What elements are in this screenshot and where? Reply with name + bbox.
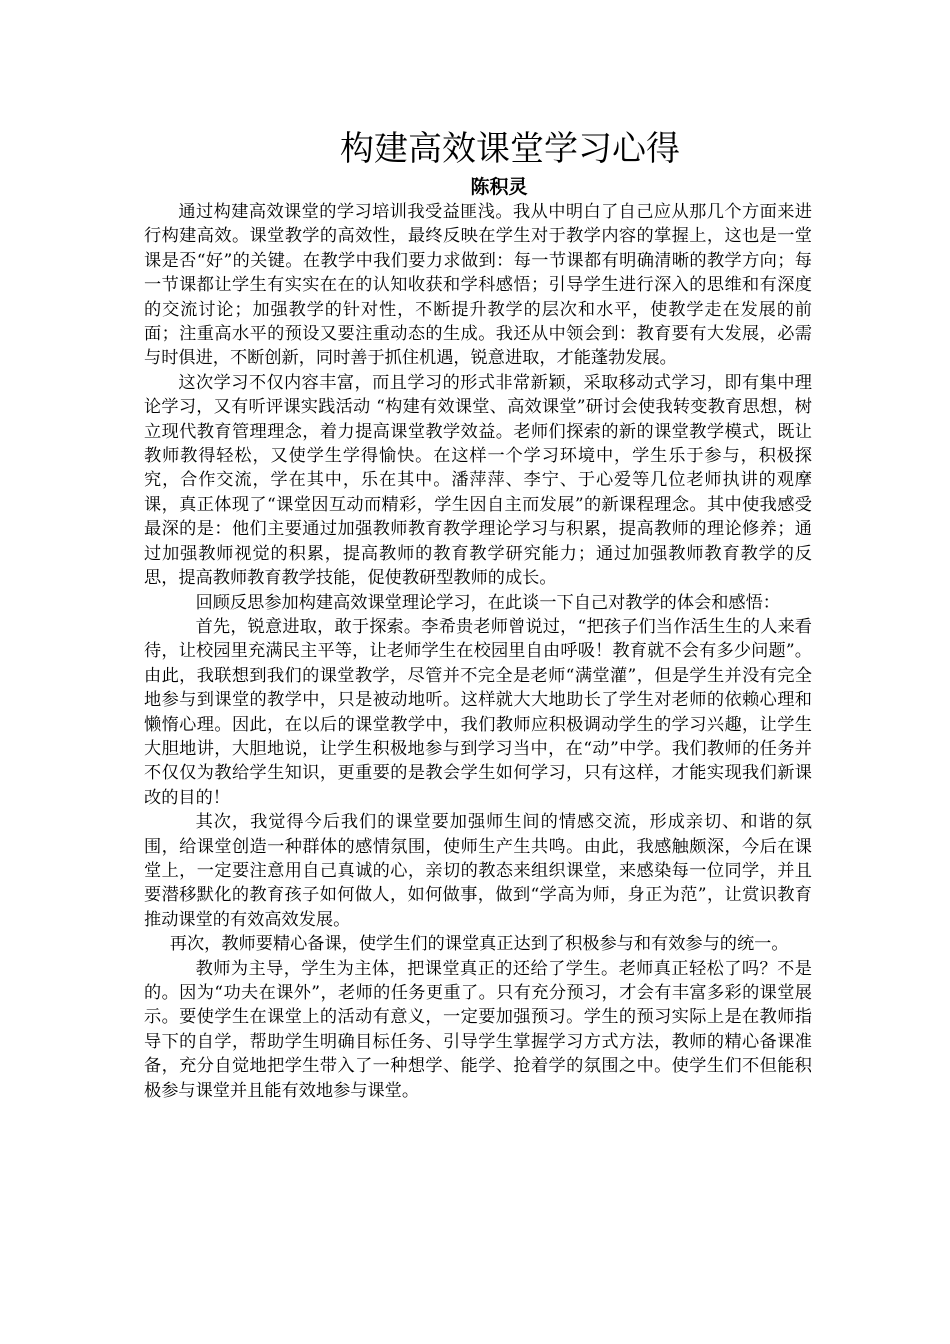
document-body: [144, 200, 812, 1103]
paragraph-3: 回顾反思参加构建高效课堂理论学习，在此谈一下自己对教学的体会和感悟：: [195, 592, 780, 613]
paragraph-6: 再次，教师要精心备课，使学生们的课堂真正达到了积极参与和有效参与的统一。: [169, 934, 789, 955]
paragraph-5: 其次，我觉得今后我们的课堂要加强师生间的情感交流，形成亲切、和谐的氛围，给课堂创造一种群体的感情氛围，使师生产生共鸣。由此，我感触颇深，今后在课堂上，一定要注意用自己真诚的心，亲切的教态来组织课堂，来感染每一位同学，并且要潜移默化的教育孩子如何做人，如何做事，做到“学高为师，身正为范”，让赏识教育推动课堂的有效高效发展。: [144, 812, 812, 930]
paragraph-4: 首先，锐意进取，敢于探索。李希贵老师曾说过，“把孩子们当作活生生的人来看待，让校园里充满民主平等，让老师学生在校园里自由呼吸！教育就不会有多少问题”。由此，我联想到我们的课堂教学，尽管并不完全是老师“满堂灌”，但是学生并没有完全地参与到课堂的教学中，只是被动地听。这样就大大地助长了学生对老师的依赖心理和懒惰心理。因此，在以后的课堂教学中，我们教师应积极调动学生的学习兴趣，让学生大胆地讲，大胆地说，让学生积极地参与到学习当中，在“动”中学。我们教师的任务并不仅仅为教给学生知识，更重要的是教会学生如何学习，只有这样，才能实现我们新课改的目的！: [144, 616, 812, 808]
paragraph-1: 通过构建高效课堂的学习培训我受益匪浅。我从中明白了自己应从那几个方面来进行构建高效。课堂教学的高效性，最终反映在学生对于教学内容的掌握上，这也是一堂课是否“好”的关键。在教学中我们要力求做到：每一节课都有明确清晰的教学方向；每一节课都让学生有实实在在的认知收获和学科感悟；引导学生进行深入的思维和有深度的交流讨论；加强教学的针对性，不断提升教学的层次和水平，使教学走在发展的前面；注重高水平的预设又要注重动态的生成。我还从中领会到：教育要有大发展，必需与时俱进，不断创新，同时善于抓住机遇，锐意进取，才能蓬勃发展。: [144, 202, 812, 369]
document-title: 构建高效课堂学习心得: [340, 129, 680, 169]
paragraph-2: 这次学习不仅内容丰富，而且学习的形式非常新颖，采取移动式学习，即有集中理论学习，又有听评课实践活动 “构建有效课堂、高效课堂”研讨会使我转变教育思想，树立现代教育管理理念，着力提高课堂教学效益。老师们探索的新的课堂教学模式，既让教师教得轻松，又使学生学得愉快。在这样一个学习环境中，学生乐于参与，积极探究，合作交流，学在其中，乐在其中。潘萍萍、李宁、于心爱等几位老师执讲的观摩课，真正体现了“课堂因互动而精彩，学生因自主而发展”的新课程理念。其中使我感受最深的是：他们主要通过加强教师教育教学理论学习与积累，提高教师的理论修养；通过加强教师视觉的积累，提高教师的教育教学研究能力；通过加强教师教育教学的反思，提高教师教育教学技能，促使教研型教师的成长。: [144, 372, 812, 589]
document-author: 陈积灵: [470, 176, 528, 198]
paragraph-7: 教师为主导，学生为主体，把课堂真正的还给了学生。老师真正轻松了吗？不是的。因为“功夫在课外”，老师的任务更重了。只有充分预习，才会有丰富多彩的课堂展示。要使学生在课堂上的活动有意义，一定要加强预习。学生的预习实际上是在教师指导下的自学，帮助学生明确目标任务、引导学生掌握学习方式方法，教师的精心备课准备，充分自觉地把学生带入了一种想学、能学、抢着学的氛围之中。使学生们不但能积极参与课堂并且能有效地参与课堂。: [144, 958, 812, 1101]
